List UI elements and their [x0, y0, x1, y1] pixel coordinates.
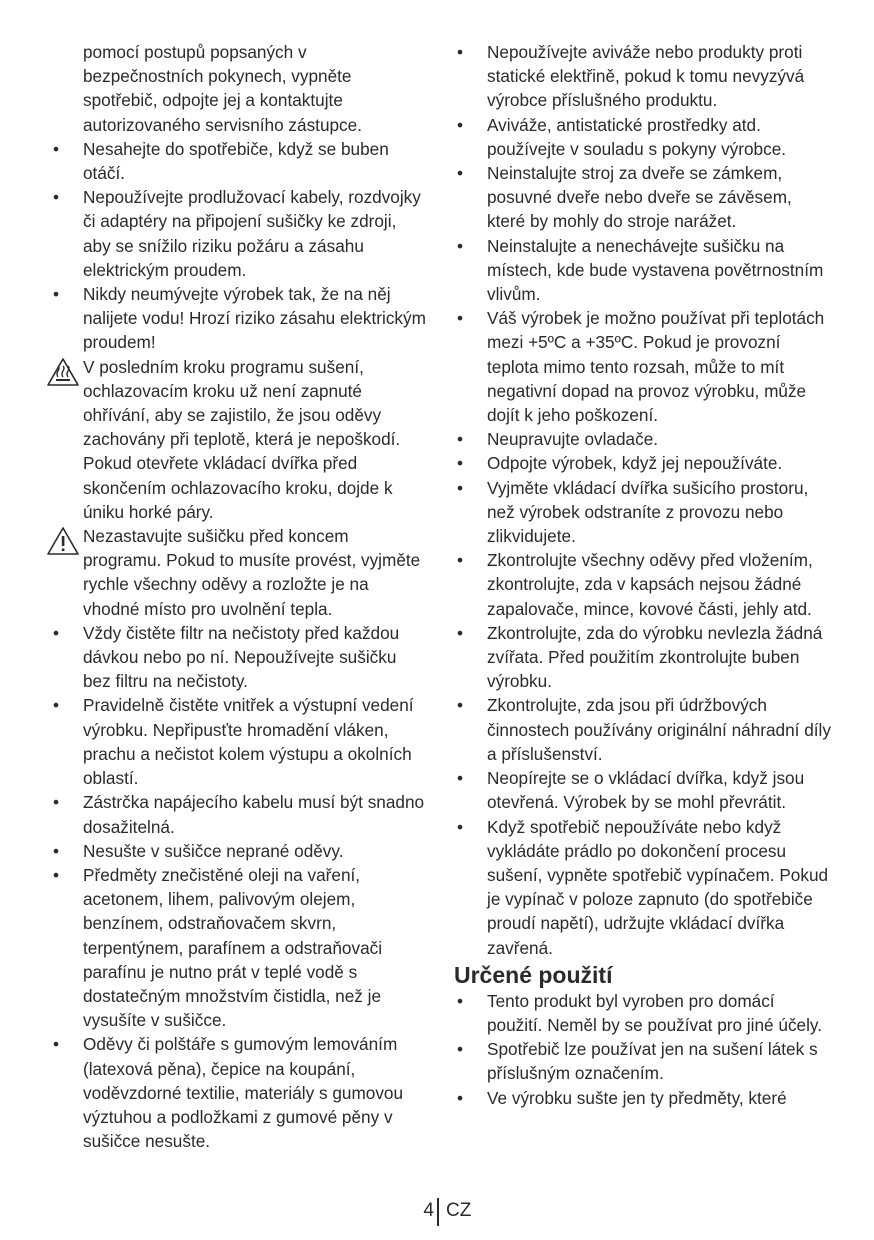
item-text: Předměty znečistěné oleji na vaření, acetonem, lihem, palivovým olejem, benzínem, odstraňovačem skvrn, terpentýnem, parafínem a odstraňovači parafínu je nutno prát v teplé vodě s dostatečným množstvím čistidla, než je vysušíte v sušičce. — [83, 864, 383, 1031]
list-item — [452, 427, 832, 451]
bullet-marker: • — [53, 695, 60, 716]
right-bullet-list — [452, 40, 832, 960]
warning-icon — [46, 526, 80, 556]
list-item — [452, 1037, 832, 1085]
list-item — [452, 693, 832, 766]
list-item — [452, 815, 832, 960]
list-item — [452, 1086, 832, 1110]
list-item — [48, 1032, 428, 1153]
lead-paragraph: pomocí postupů popsaných v bezpečnostních pokynech, vypněte spotřebič, odpojte jej a kontaktujte autorizovaného servisního zástupce. — [83, 42, 362, 135]
left-column — [48, 40, 428, 1153]
list-item — [452, 476, 832, 549]
list-item — [48, 863, 428, 1032]
right-column — [452, 40, 832, 1110]
list-item — [48, 839, 428, 863]
bullet-marker: • — [457, 622, 464, 643]
item-text: Tento produkt byl vyroben pro domácí použití. Neměl by se používat pro jiné účely. — [487, 990, 823, 1035]
bullet-marker: • — [53, 138, 60, 159]
list-item — [48, 282, 428, 355]
bullet-marker: • — [457, 453, 464, 474]
item-text: Váš výrobek je možno používat při teplotách mezi +5ºC a +35ºC. Pokud je provozní teplota mimo tento rozsah, může to mít negativní dopad na provoz výrobku, může dojít k jeho poškození. — [487, 308, 825, 426]
bullet-marker: • — [457, 990, 464, 1011]
item-text: Nezastavujte sušičku před koncem programu. Pokud to musíte provést, vyjměte rychle všechny oděvy a rozložte je na vhodné místo pro uvolnění tepla. — [83, 526, 421, 619]
footer-divider — [437, 1198, 439, 1226]
list-item — [452, 548, 832, 621]
list-item — [48, 693, 428, 790]
item-text: Vždy čistěte filtr na nečistoty před každou dávkou nebo po ní. Nepoužívejte sušičku bez filtru na nečistoty. — [83, 622, 400, 692]
bullet-marker: • — [457, 1039, 464, 1060]
list-item — [48, 524, 428, 621]
section-title: Určené použití — [454, 961, 613, 988]
item-text: Pravidelně čistěte vnitřek a výstupní vedení výrobku. Nepřipusťte hromadění vláken, prachu a nečistot kolem výstupu a okolních oblastí. — [83, 695, 414, 789]
bullet-marker: • — [457, 163, 464, 184]
list-item — [452, 451, 832, 475]
list-item — [452, 766, 832, 814]
bullet-marker: • — [457, 695, 464, 716]
bullet-marker: • — [457, 768, 464, 789]
bullet-marker: • — [457, 477, 464, 498]
item-text: Nepoužívejte aviváže nebo produkty proti statické elektřině, pokud k tomu nevyzývá výrobce příslušného produktu. — [487, 42, 805, 111]
bullet-marker: • — [457, 429, 464, 450]
list-item — [452, 234, 832, 307]
item-text: Oděvy či polštáře s gumovým lemováním (latexová pěna), čepice na koupání, voděvzdorné textilie, materiály s gumovou výztuhou a podložkami z gumové pěny v sušičce nesušte. — [83, 1034, 404, 1152]
item-text: Ve výrobku sušte jen ty předměty, které — [487, 1087, 787, 1108]
item-text: Aviváže, antistatické prostředky atd. používejte v souladu s pokyny výrobce. — [487, 114, 787, 159]
bullet-marker: • — [53, 187, 60, 208]
list-item — [452, 989, 832, 1037]
list-item — [452, 306, 832, 427]
item-text: Zástrčka napájecího kabelu musí být snadno dosažitelná. — [83, 792, 425, 837]
bullet-marker: • — [457, 816, 464, 837]
item-text: Nesahejte do spotřebiče, když se buben otáčí. — [83, 138, 389, 184]
list-item — [48, 137, 428, 185]
bullet-marker: • — [53, 792, 60, 813]
bullet-marker: • — [457, 1087, 464, 1108]
list-item — [452, 40, 832, 113]
item-text: Nikdy neumývejte výrobek tak, že na něj nalijete vodu! Hrozí riziko zásahu elektrickým proudem! — [83, 284, 426, 353]
bullet-marker: • — [457, 550, 464, 571]
page-number: 4 — [423, 1200, 434, 1221]
item-text: Neopírejte se o vkládací dvířka, když jsou otevřená. Výrobek by se mohl převrátit. — [487, 768, 805, 813]
item-text: Spotřebič lze používat jen na sušení látek s příslušným označením. — [487, 1039, 818, 1084]
item-text: Odpojte výrobek, když jej nepoužíváte. — [487, 453, 783, 474]
list-item — [48, 621, 428, 694]
list-item — [452, 161, 832, 234]
hot-surface-warning-icon — [46, 357, 80, 387]
bullet-marker: • — [53, 840, 60, 861]
list-item — [48, 185, 428, 282]
section-bullet-list — [452, 989, 832, 1110]
item-text: Nepoužívejte prodlužovací kabely, rozdvojky či adaptéry na připojení sušičky ke zdroji, aby se snížilo riziku požáru a zásahu elektrickým proudem. — [83, 187, 421, 280]
bullet-marker: • — [457, 308, 464, 329]
bullet-marker: • — [457, 114, 464, 135]
page-footer — [0, 1198, 874, 1228]
list-item — [452, 113, 832, 161]
bullet-marker: • — [457, 42, 464, 62]
bullet-marker: • — [53, 622, 60, 643]
left-bullet-list — [48, 137, 428, 1154]
bullet-marker: • — [53, 864, 60, 885]
item-text: Zkontrolujte všechny oděvy před vložením, zkontrolujte, zda v kapsách nejsou žádné zapalovače, mince, kovové části, jehly atd. — [487, 550, 813, 619]
item-text: Když spotřebič nepoužíváte nebo když vykládáte prádlo po dokončení procesu sušení, vypněte spotřebič vypínačem. Pokud je vypínač v poloze zapnuto (do spotřebiče proudí napětí), udržujte vkládací dvířka zavřená. — [487, 816, 829, 958]
item-text: Neinstalujte a nenechávejte sušičku na místech, kde bude vystavena povětrnostním vlivům. — [487, 235, 824, 305]
list-item — [48, 790, 428, 838]
list-item — [48, 355, 428, 524]
item-text: Nesušte v sušičce neprané oděvy. — [83, 840, 344, 861]
item-text: Vyjměte vkládací dvířka sušicího prostoru, než výrobek odstraníte z provozu nebo zlikvidujete. — [487, 477, 809, 547]
item-text: V posledním kroku programu sušení, ochlazovacím kroku už není zapnuté ohřívání, aby se zajistilo, že jsou oděvy zachovány při teplotě, která je nepoškodí. Pokud otevřete vkládací dvířka před skončením ochlazovacího kroku, dojde k úniku horké páry. — [83, 356, 401, 522]
bullet-marker: • — [53, 1034, 60, 1055]
item-text: Zkontrolujte, zda jsou při údržbových činnostech používány originální náhradní díly a příslušenství. — [487, 695, 831, 764]
bullet-marker: • — [53, 284, 60, 305]
item-text: Neupravujte ovladače. — [487, 429, 659, 450]
item-text: Neinstalujte stroj za dveře se zámkem, posuvné dveře nebo dveře se závěsem, které by mohly do stroje narážet. — [487, 163, 792, 232]
item-text: Zkontrolujte, zda do výrobku nevlezla žádná zvířata. Před použitím zkontrolujte buben výrobku. — [487, 622, 823, 692]
list-item — [452, 621, 832, 694]
language-code: CZ — [446, 1200, 472, 1221]
bullet-marker: • — [457, 235, 464, 256]
